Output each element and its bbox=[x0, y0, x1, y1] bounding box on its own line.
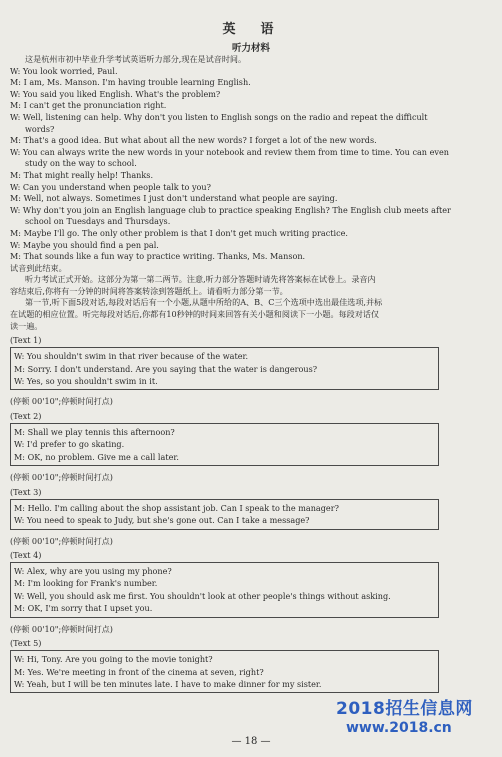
instruction-line: 试音到此结束。 bbox=[10, 262, 67, 273]
page-subtitle: 听力材料 bbox=[231, 43, 270, 54]
watermark-url: www.2018.cn bbox=[346, 720, 452, 736]
page-number: — 18 — bbox=[231, 736, 271, 747]
dialogue-box bbox=[10, 347, 439, 390]
dialogue-line: W: Well, you should ask me first. You shouldn't look at other people's things without asking. bbox=[14, 590, 391, 601]
dialogue-line: M: That sounds like a fun way to practice writing. Thanks, Ms. Manson. bbox=[10, 251, 306, 262]
dialogue-line: W: I'd prefer to go skating. bbox=[14, 439, 125, 450]
dialogue-box bbox=[10, 499, 439, 530]
dialogue-box bbox=[10, 423, 439, 466]
dialogue-line: study on the way to school. bbox=[25, 158, 137, 169]
text-label: (Text 4) bbox=[10, 550, 42, 560]
dialogue-line: M: OK, no problem. Give me a call later. bbox=[14, 451, 179, 462]
text-label: (Text 3) bbox=[10, 486, 42, 497]
dialogue-line: W: Yeah, but I will be ten minutes late. I have to make dinner for my sister. bbox=[14, 678, 322, 689]
dialogue-line: W: Yes, so you shouldn't swim in it. bbox=[14, 376, 158, 387]
dialogue-line: M: Yes. We're meeting in front of the cinema at seven, right? bbox=[14, 666, 264, 677]
dialogue-line: M: Maybe I'll go. The only other problem is that I don't get much writing practice. bbox=[10, 227, 348, 238]
dialogue-line: W: You can always write the new words in your notebook and review them from time to time. You can even bbox=[10, 146, 449, 157]
dialogue-line: M: Hello. I'm calling about the shop assistant job. Can I speak to the manager? bbox=[14, 502, 339, 513]
dialogue-line: W: You shouldn't swim in that river because of the water. bbox=[14, 351, 249, 362]
dialogue-line: M: I am, Ms. Manson. I'm having trouble learning English. bbox=[10, 77, 251, 88]
dialogue-line: W: You look worried, Paul. bbox=[10, 65, 118, 76]
pause-note: (停顿 00'10";停顿时间打点) bbox=[10, 535, 113, 546]
text-label: (Text 2) bbox=[10, 410, 42, 421]
dialogue-line: W: Alex, why are you using my phone? bbox=[14, 566, 172, 576]
instruction-line: 在试题的相应位置。听完每段对话后,你都有10秒钟的时间来回答有关小题和阅读下一小题。每段对话仅 bbox=[10, 309, 380, 320]
dialogue-line: W: Can you understand when people talk to you? bbox=[10, 181, 211, 192]
dialogue-line: W: Why don't you join an English language club to practice speaking English? The English club meets after bbox=[10, 204, 451, 215]
page-title: 英 语 bbox=[222, 22, 280, 37]
pause-note: (停顿 00'10";停顿时间打点) bbox=[10, 472, 113, 483]
transcript bbox=[10, 54, 492, 694]
instruction-line: 读一遍。 bbox=[10, 320, 43, 331]
dialogue-line: M: Well, not always. Sometimes I just don't understand what people are saying. bbox=[10, 193, 338, 204]
text-label: (Text 1) bbox=[10, 335, 42, 346]
dialogue-line: M: I'm looking for Frank's number. bbox=[14, 578, 158, 589]
dialogue-box bbox=[10, 562, 439, 618]
dialogue-line: school on Tuesdays and Thursdays. bbox=[25, 216, 171, 227]
instruction-line: 听力考试正式开始。这部分为第一第二两节。注意,听力部分答题时请先将答案标在试卷上。录音内 bbox=[25, 274, 376, 285]
dialogue-line: words? bbox=[25, 123, 55, 134]
pause-note: (停顿 00'10";停顿时间打点) bbox=[10, 396, 113, 407]
dialogue-line: W: Hi, Tony. Are you going to the movie tonight? bbox=[14, 654, 213, 665]
dialogue-line: M: That might really help! Thanks. bbox=[10, 169, 154, 180]
dialogue-line: M: OK, I'm sorry that I upset you. bbox=[14, 603, 153, 614]
dialogue-box bbox=[10, 650, 439, 693]
watermark-title: 2018招生信息网 bbox=[336, 699, 473, 719]
dialogue-line: W: Maybe you should find a pen pal. bbox=[10, 239, 159, 250]
text-label: (Text 5) bbox=[10, 638, 42, 649]
pause-note: (停顿 00'10";停顿时间打点) bbox=[10, 623, 113, 634]
dialogue-line: M: That's a good idea. But what about all the new words? I forget a lot of the new words. bbox=[10, 135, 377, 146]
dialogue-line: M: Shall we play tennis this afternoon? bbox=[14, 426, 175, 437]
dialogue-line: W: You need to speak to Judy, but she's gone out. Can I take a message? bbox=[14, 515, 310, 526]
intro-line: 这是杭州市初中毕业升学考试英语听力部分,现在是试音时间。 bbox=[25, 54, 247, 64]
dialogue-line: W: You said you liked English. What's the problem? bbox=[10, 88, 221, 99]
instruction-line: 第一节,听下面5段对话,每段对话后有一个小题,从题中所给的A、B、C三个选项中选出最佳选项,并标 bbox=[25, 297, 383, 308]
dialogue-line: M: I can't get the pronunciation right. bbox=[10, 100, 167, 111]
dialogue-line: M: Sorry. I don't understand. Are you saying that the water is dangerous? bbox=[14, 363, 318, 374]
dialogue-line: W: Well, listening can help. Why don't you listen to English songs on the radio and repeat the difficult bbox=[10, 111, 428, 122]
instruction-line: 容结束后,你将有一分钟的时间将答案转涂到答题纸上。请看听力部分第一节。 bbox=[10, 285, 288, 296]
